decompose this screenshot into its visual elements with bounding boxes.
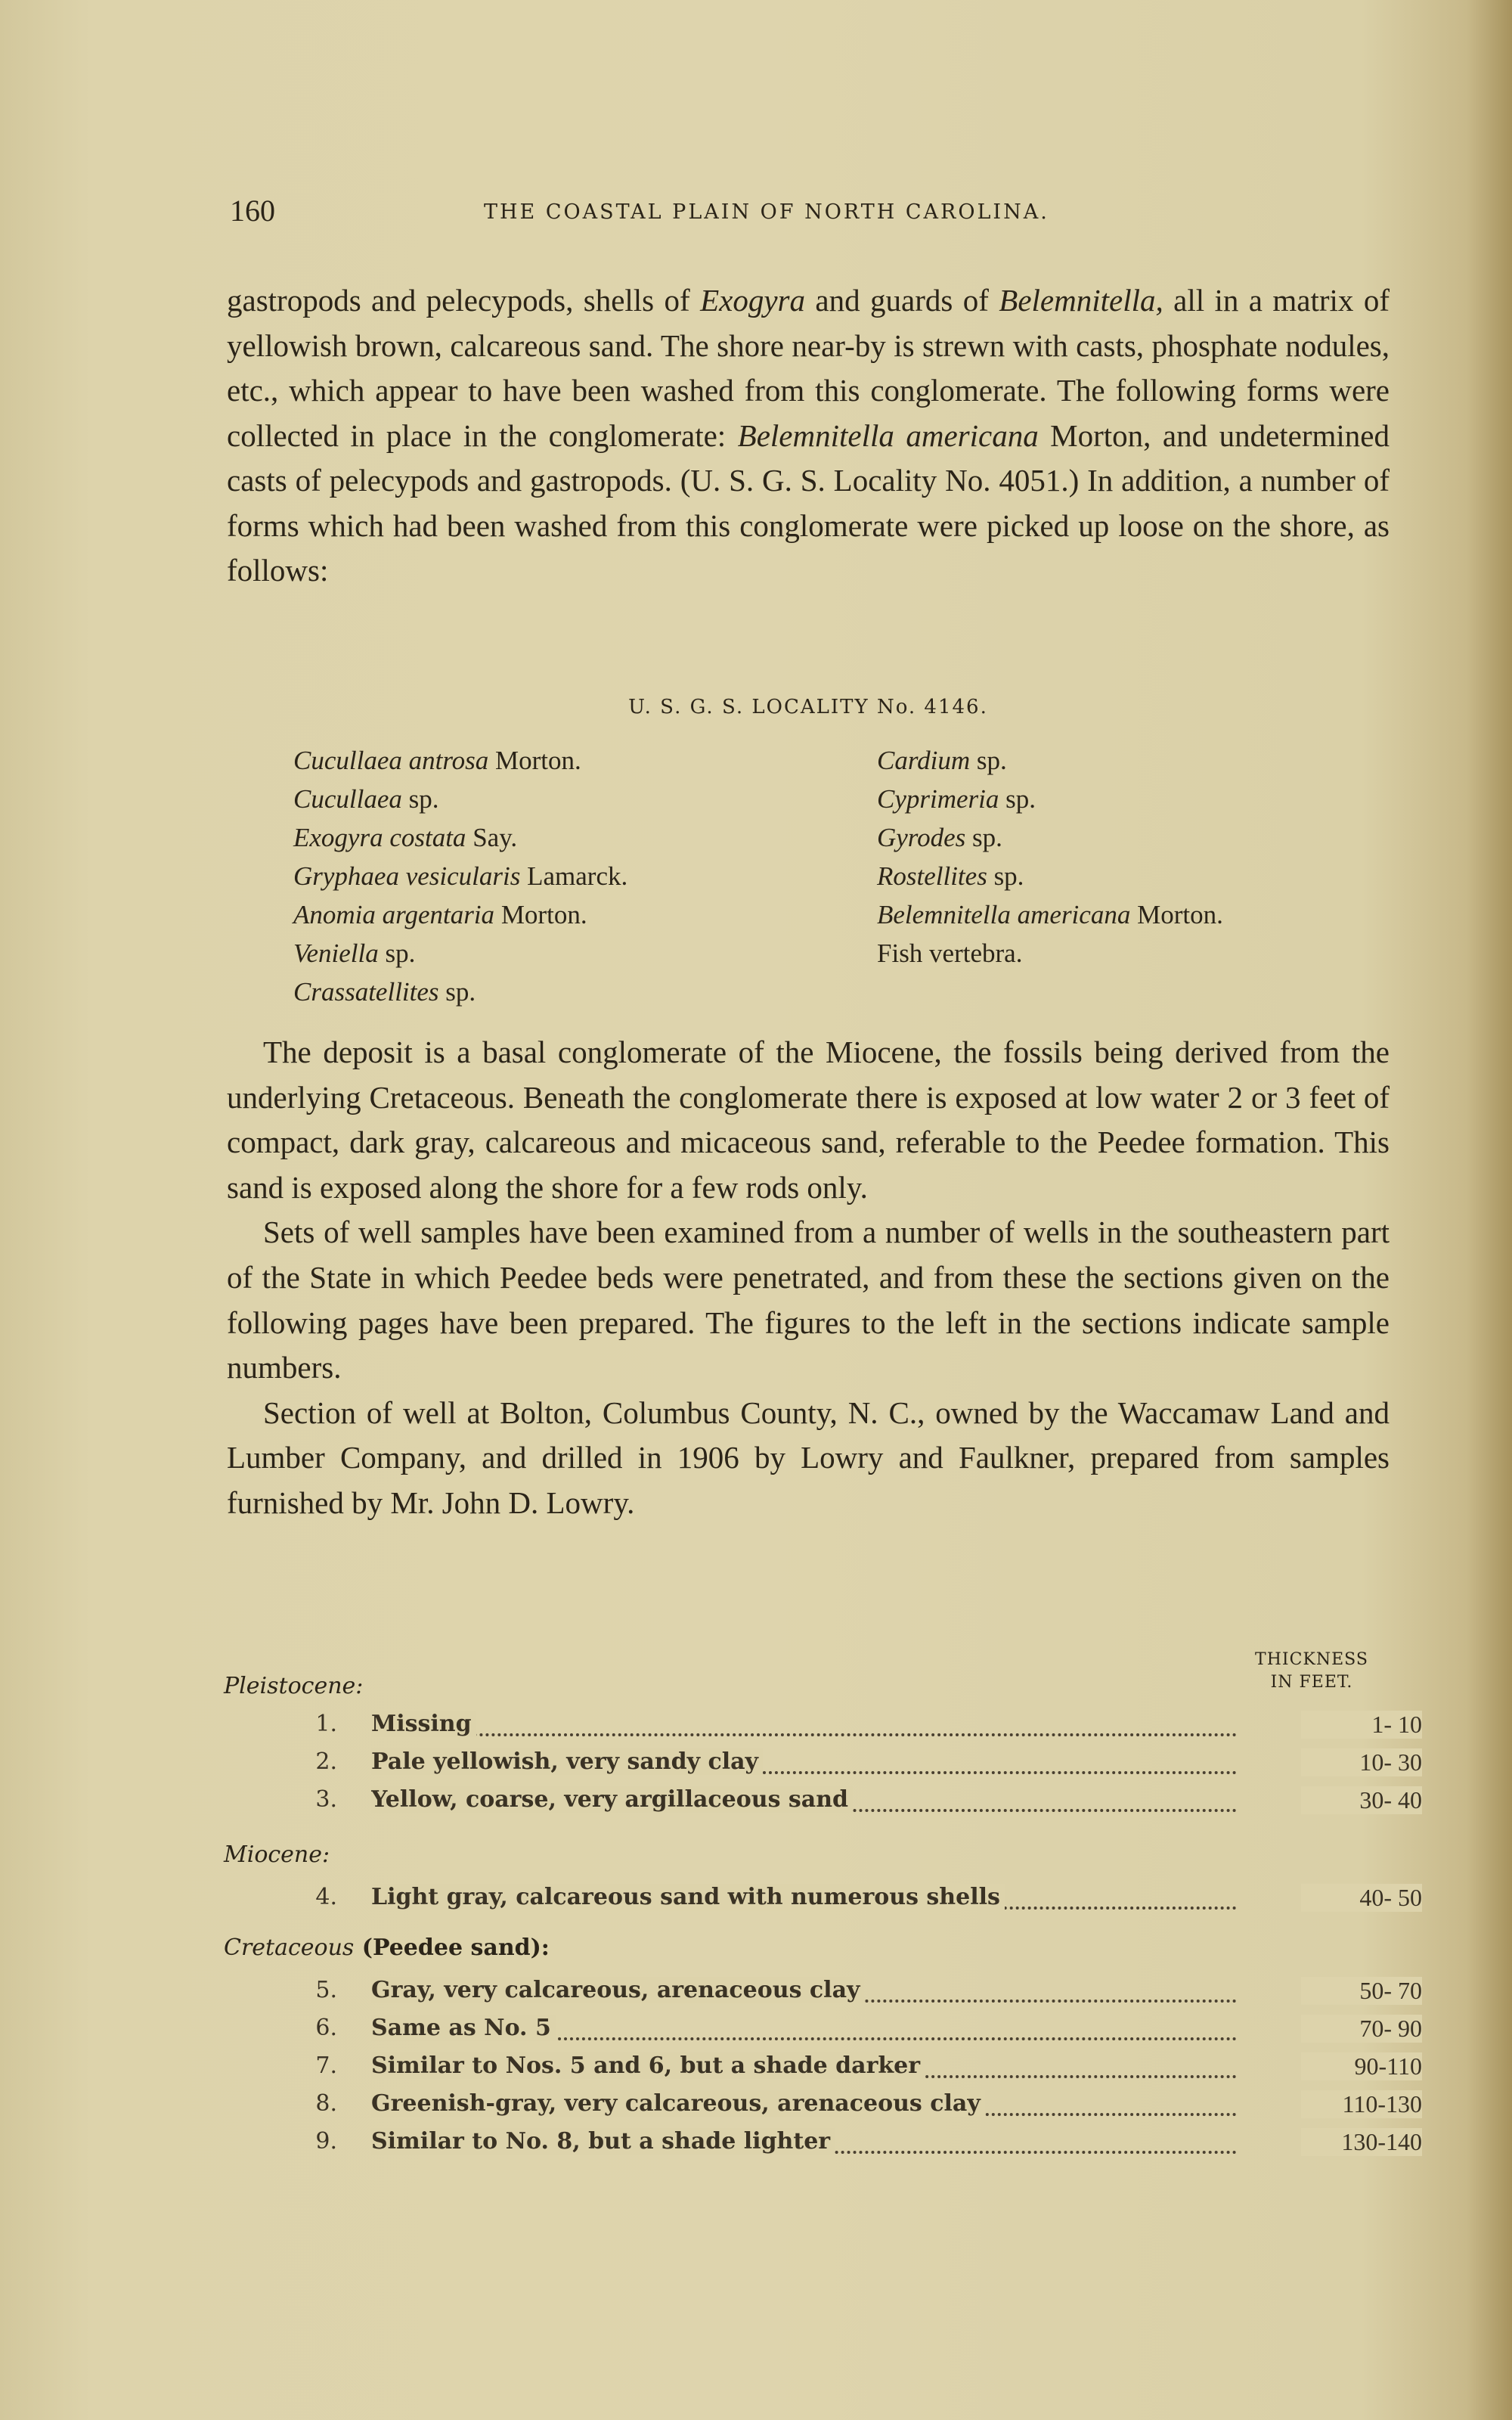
fossil-item: Anomia argentaria Morton. [293,900,587,929]
section-pleistocene [224,1673,1422,1824]
table-row: 7. Similar to Nos. 5 and 6, but a shade darker 90-110 [315,2052,1422,2080]
fossil-item: Fish vertebra. [877,939,1023,968]
fossil-item: Gryphaea vesicularis Lamarck. [293,861,628,891]
fossil-list-left [293,741,853,1011]
page-header [227,193,1383,238]
paragraph: Sets of well samples have been examined from a number of wells in the southeastern part of the State in which Peedee beds were penetrated, and from these the sections given on the following pages have been prepared. The figures to the left in the sections indicate sample numbers. [227,1215,1390,1385]
fossil-item: Exogyra costata Say. [293,823,518,852]
locality-title: U. S. G. S. LOCALITY No. 4146. [628,696,988,718]
fossil-item: Crassatellites sp. [293,977,476,1007]
p1-text: Morton, and undetermined casts of pelecypods and gastropods. (U. S. G. S. Locality No. 4051.) In addition, a number of forms which had been washed from this conglomerate were picked up loose on the shore, as follows: [227,417,1390,588]
fossil-item: Veniella sp. [293,939,416,968]
table-row: 4. Light gray, calcareous sand with numerous shells 40- 50 [315,1884,1422,1911]
fossil-item: Cucullaea sp. [293,784,439,814]
fossil-item: Cardium sp. [877,746,1007,775]
fossil-item: Cucullaea antrosa Morton. [293,746,581,775]
period-label: Cretaceous (Peedee sand): [224,1934,550,1961]
running-head: THE COASTAL PLAIN OF NORTH CAROLINA. [484,200,1049,224]
p1-italic: Exogyra [700,283,806,318]
p1-text: all in a matrix of yellowish brown, calcareous sand. The shore near-by is strewn with casts, phosphate nodules, etc., which appear to have been washed from this conglomerate. The following forms were collected in place in the conglomerate: [227,283,1390,453]
p1-text: gastropods and pelecypods, shells of [227,283,701,318]
p1-text: and guards of [805,283,999,318]
table-row: 6. Same as No. 5 70- 90 [315,2015,1422,2042]
p1-italic: Belemnitella, [999,283,1163,318]
period-label: Miocene: [224,1841,330,1868]
fossil-list-right [877,741,1421,973]
table-row: 1. Missing 1- 10 [315,1711,1422,1738]
fossil-item: Rostellites sp. [877,861,1024,891]
fossil-item: Gyrodes sp. [877,823,1002,852]
paragraph: Section of well at Bolton, Columbus County, N. C., owned by the Waccamaw Land and Lumber Company, and drilled in 1906 by Lowry and Faulkner, prepared from samples furnished by Mr. John D. Lowry. [227,1395,1390,1520]
section-cretaceous [224,1934,1422,2166]
p1-italic: Belemnitella americana [737,417,1039,453]
body-paragraphs [227,1030,1390,1526]
paragraph: The deposit is a basal conglomerate of the Miocene, the fossils being derived from the underlying Cretaceous. Beneath the conglomerate there is exposed at low water 2 or 3 feet of compact, dark gray, calcareous and micaceous sand, referable to the Peedee formation. This sand is exposed along the shore for a few rods only. [227,1035,1390,1205]
table-row: 9. Similar to No. 8, but a shade lighter 130-140 [315,2128,1422,2155]
table-row: 3. Yellow, coarse, very argillaceous sand 30- 40 [315,1786,1422,1813]
period-label: Pleistocene: [224,1673,364,1699]
section-miocene [224,1841,1422,1922]
thickness-header: THICKNESS IN FEET. [1255,1650,1368,1692]
paragraph-1 [227,278,1390,594]
table-row: 8. Greenish-gray, very calcareous, arenaceous clay 110-130 [315,2090,1422,2118]
page-number: 160 [230,194,275,228]
fossil-item: Belemnitella americana Morton. [877,900,1223,929]
table-row: 5. Gray, very calcareous, arenaceous clay 50- 70 [315,1977,1422,2004]
table-row: 2. Pale yellowish, very sandy clay 10- 30 [315,1748,1422,1776]
fossil-item: Cyprimeria sp. [877,784,1036,814]
